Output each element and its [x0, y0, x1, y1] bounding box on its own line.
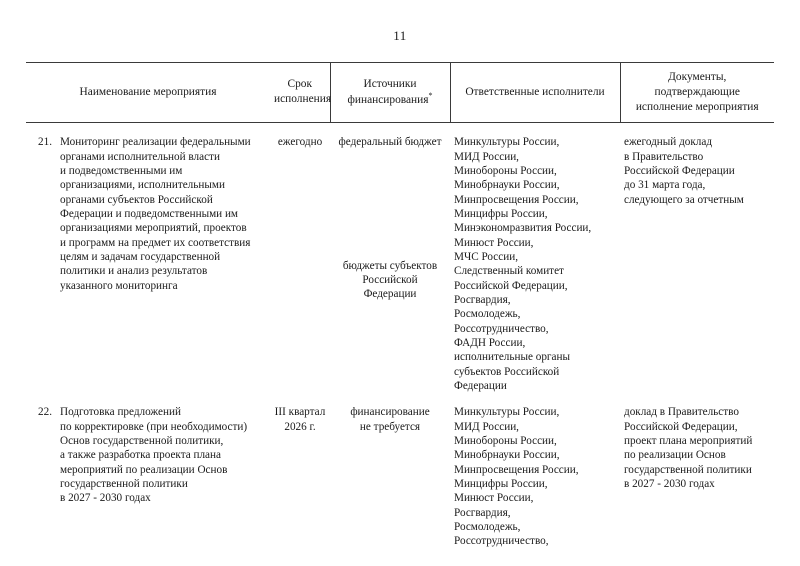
financing-secondary-block [334, 259, 446, 302]
cell-term [270, 393, 330, 548]
measure-name-line: целям и задачам государственной [60, 251, 221, 264]
documents-line: государственной политики [624, 463, 752, 476]
responsible-line: Россотрудничество, [454, 322, 549, 335]
column-header-documents-line-2: подтверждающие [654, 85, 740, 98]
financing-line: финансирование [350, 406, 430, 419]
responsible-line: Минцифры России, [454, 208, 548, 221]
column-header-measure-name: Наименование мероприятия [26, 63, 270, 123]
measure-name-line: государственной политики [60, 478, 188, 491]
term-line: 2026 г. [284, 420, 316, 433]
responsible-line: Росгвардия, [454, 506, 511, 519]
column-header-documents-line-3: исполнение мероприятия [635, 100, 759, 113]
responsible-line: Минкультуры России, [454, 136, 560, 149]
documents-line: в Правительство [624, 150, 704, 163]
measure-name-line: организациями, исполнительными [60, 179, 225, 192]
documents-line: ежегодный доклад [624, 136, 713, 149]
responsible-line: субъектов Российской [454, 365, 560, 378]
cell-confirming-documents [620, 123, 774, 393]
cell-financing-source [330, 393, 450, 548]
responsible-line: ФАДН России, [454, 337, 526, 350]
table-body [26, 123, 774, 549]
measure-name-line: по корректировке (при необходимости) [60, 420, 248, 433]
responsible-line: Минобрнауки России, [454, 179, 560, 192]
responsible-line: Минобрнауки России, [454, 449, 560, 462]
cell-financing-source [330, 123, 450, 393]
table-row [26, 123, 774, 393]
documents-line: следующего за отчетным [624, 193, 744, 206]
row-number: 22. [38, 406, 52, 419]
documents-line: проект плана мероприятий [624, 435, 753, 448]
column-header-term-line-1: Срок [287, 78, 313, 91]
responsible-line: Минкультуры России, [454, 406, 560, 419]
measure-name-line: органами исполнительной власти [60, 150, 220, 163]
financing-line: не требуется [359, 420, 421, 433]
responsible-line: Минпросвещения России, [454, 193, 579, 206]
documents-line: Российской Федерации [624, 165, 735, 178]
responsible-line: исполнительные органы [454, 351, 570, 364]
financing-line: Российской [362, 274, 418, 287]
column-header-documents-line-1: Документы, [668, 71, 727, 83]
term-line: ежегодно [277, 136, 323, 149]
column-header-documents [620, 63, 774, 123]
responsible-line: Российской Федерации, [454, 279, 568, 292]
cell-term [270, 123, 330, 393]
responsible-line: МИД России, [454, 420, 519, 433]
responsible-line: Минпросвещения России, [454, 463, 579, 476]
table-row [26, 393, 774, 548]
measure-name-line: организациями мероприятий, проектов [60, 222, 247, 235]
documents-line: доклад в Правительство [624, 406, 739, 419]
column-header-responsible: Ответственные исполнители [450, 63, 620, 123]
column-header-term-line-2: исполнения [274, 93, 332, 106]
cell-confirming-documents [620, 393, 774, 548]
responsible-line: Минэкономразвития России, [454, 222, 592, 235]
documents-line: в 2027 - 2030 годах [624, 478, 715, 491]
measure-name-line: указанного мониторинга [60, 279, 178, 292]
cell-measure-name [56, 393, 270, 548]
column-header-term [270, 63, 330, 123]
documents-line: по реализации Основ [624, 449, 726, 462]
measure-name-line: и подведомственными им [60, 165, 183, 178]
measure-name-line: а также разработка проекта плана [60, 449, 221, 462]
column-header-financing [330, 63, 450, 123]
page-number: 11 [393, 28, 407, 43]
responsible-line: Росгвардия, [454, 294, 511, 307]
responsible-line: Росмолодежь, [454, 308, 521, 321]
responsible-line: МИД России, [454, 150, 519, 163]
column-header-financing-line-1: Источники [363, 77, 417, 90]
measure-name-line: мероприятий по реализации Основ [60, 463, 228, 476]
responsible-line: Федерации [454, 380, 507, 393]
responsible-line: Минцифры России, [454, 478, 548, 491]
documents-line: Российской Федерации, [624, 420, 738, 433]
column-header-financing-text: финансирования [347, 94, 429, 107]
measure-name-line: органами субъектов Российской [60, 193, 213, 206]
cell-responsible-executors [450, 123, 620, 393]
measure-name-line: Мониторинг реализации федеральными [60, 136, 251, 149]
responsible-line: МЧС России, [454, 251, 518, 264]
financing-line: бюджеты субъектов [342, 259, 438, 272]
measure-name-line: политики и анализ результатов [60, 265, 208, 278]
responsible-line: Минобороны России, [454, 435, 557, 448]
cell-measure-name [56, 123, 270, 393]
measure-name-line: и программ на предмет их соответствия [60, 236, 251, 249]
responsible-line: Минюст России, [454, 236, 534, 249]
measure-name-line: в 2027 - 2030 годах [60, 492, 151, 505]
financing-line: Федерации [363, 288, 417, 301]
responsible-line: Минюст России, [454, 492, 534, 505]
measure-name-line: Федерации и подведомственными им [60, 208, 239, 221]
measure-name-line: Подготовка предложений [60, 406, 181, 419]
cell-responsible-executors [450, 393, 620, 548]
term-line: III квартал [274, 406, 326, 419]
footnote-asterisk: * [428, 91, 433, 101]
financing-line: федеральный бюджет [338, 136, 442, 149]
responsible-line: Следственный комитет [454, 265, 564, 278]
measure-name-line: Основ государственной политики, [60, 435, 224, 448]
column-header-financing-line-2 [335, 91, 446, 108]
responsible-line: Минобороны России, [454, 165, 557, 178]
documents-line: до 31 марта года, [624, 179, 706, 192]
table-header [26, 63, 774, 123]
responsible-line: Россотрудничество, [454, 535, 549, 548]
row-number: 21. [38, 136, 52, 149]
table-header-row [26, 63, 774, 123]
responsible-line: Росмолодежь, [454, 521, 521, 534]
measures-table [26, 62, 774, 549]
